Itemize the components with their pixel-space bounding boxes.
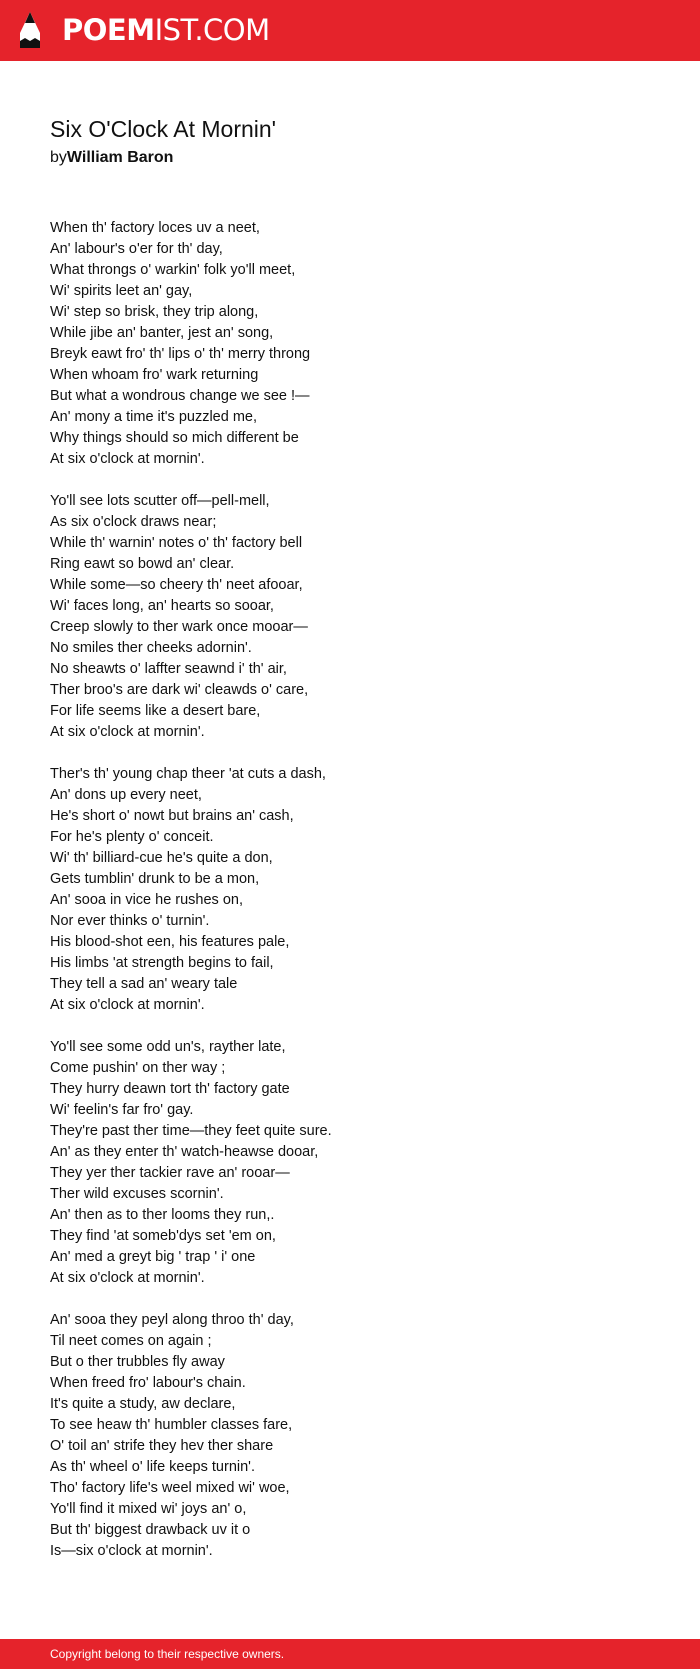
poem-line: They tell a sad an' weary tale — [50, 976, 238, 992]
poem-line: At six o'clock at mornin'. — [50, 1270, 205, 1286]
poem-line: An' labour's o'er for th' day, — [50, 241, 223, 257]
poem-line: When whoam fro' wark returning — [50, 367, 259, 383]
poem-line: Til neet comes on again ; — [50, 1333, 212, 1349]
poem-line: They yer ther tackier rave an' rooar— — [50, 1165, 290, 1181]
poem-line: What throngs o' warkin' folk yo'll meet, — [50, 262, 296, 278]
poem-line: It's quite a study, aw declare, — [50, 1396, 236, 1412]
stanza — [50, 1037, 650, 1289]
poem-title: Six O'Clock At Mornin' — [50, 116, 277, 142]
poem-line: Wi' step so brisk, they trip along, — [50, 304, 259, 320]
poem-line: But what a wondrous change we see !— — [50, 388, 310, 404]
poem-line: Ther wild excuses scornin'. — [50, 1186, 224, 1202]
poem-line: His limbs 'at strength begins to fail, — [50, 955, 274, 971]
poem-line: Why things should so mich different be — [50, 430, 299, 446]
poem-line: For he's plenty o' conceit. — [50, 829, 214, 845]
author-name[interactable]: William Baron — [66, 149, 174, 166]
poem-line: Ther's th' young chap theer 'at cuts a dash, — [50, 766, 326, 782]
poem-line: Creep slowly to ther wark once mooar— — [50, 619, 308, 635]
poem-line: Wi' feelin's far fro' gay. — [50, 1102, 194, 1118]
poem-line: Breyk eawt fro' th' lips o' th' merry throng — [50, 346, 311, 362]
poem-line: When th' factory loces uv a neet, — [50, 220, 260, 236]
poem-line: No smiles ther cheeks adornin'. — [50, 640, 252, 656]
poem-line: Come pushin' on ther way ; — [50, 1060, 226, 1076]
poem-line: An' then as to ther looms they run,. — [50, 1207, 275, 1223]
poem-line: While jibe an' banter, jest an' song, — [50, 325, 274, 341]
poem-line: An' sooa in vice he rushes on, — [50, 892, 243, 908]
poem-line: An' dons up every neet, — [50, 787, 202, 803]
poem-line: Yo'll see lots scutter off—pell-mell, — [50, 493, 270, 509]
poem-line: As six o'clock draws near; — [50, 514, 217, 530]
poem-line: Wi' faces long, an' hearts so sooar, — [50, 598, 274, 614]
poem-line: To see heaw th' humbler classes fare, — [50, 1417, 293, 1433]
poem-line: Wi' th' billiard-cue he's quite a don, — [50, 850, 273, 866]
poem-line: An' sooa they peyl along throo th' day, — [50, 1312, 294, 1328]
poem-line: While th' warnin' notes o' th' factory bell — [50, 535, 303, 551]
poem-line: While some—so cheery th' neet afooar, — [50, 577, 303, 593]
poem-heading — [50, 114, 650, 169]
poem-line: They find 'at someb'dys set 'em on, — [50, 1228, 276, 1244]
copyright-text: Copyright belong to their respective owners. — [50, 1647, 285, 1661]
poem-line: As th' wheel o' life keeps turnin'. — [50, 1459, 255, 1475]
site-footer — [0, 1639, 700, 1669]
poem-line: Ring eawt so bowd an' clear. — [50, 556, 235, 572]
poem-line: Is—six o'clock at mornin'. — [50, 1543, 213, 1559]
poem-line: An' med a greyt big ' trap ' i' one — [50, 1249, 256, 1265]
poem-line: Wi' spirits leet an' gay, — [50, 283, 193, 299]
poem-line: When freed fro' labour's chain. — [50, 1375, 246, 1391]
poem-line: O' toil an' strife they hev ther share — [50, 1438, 274, 1454]
poem-line: At six o'clock at mornin'. — [50, 451, 205, 467]
poem-line: They hurry deawn tort th' factory gate — [50, 1081, 290, 1097]
poem-line: An' as they enter th' watch-heawse dooar, — [50, 1144, 319, 1160]
pencil-logo-icon[interactable] — [17, 11, 43, 51]
poem-line: Gets tumblin' drunk to be a mon, — [50, 871, 260, 887]
stanza — [50, 1310, 650, 1562]
stanza — [50, 491, 650, 743]
poem-body — [50, 218, 650, 1583]
poem-line: He's short o' nowt but brains an' cash, — [50, 808, 294, 824]
poem-line: For life seems like a desert bare, — [50, 703, 261, 719]
stanza — [50, 764, 650, 1016]
poem-line: At six o'clock at mornin'. — [50, 724, 205, 740]
poem-line: They're past ther time—they feet quite sure. — [50, 1123, 332, 1139]
poem-line: Yo'll find it mixed wi' joys an' o, — [50, 1501, 247, 1517]
poem-line: Yo'll see some odd un's, raythe​r late, — [50, 1039, 286, 1055]
poem-line: No sheawts o' laffter seawnd i' th' air, — [50, 661, 287, 677]
poem-line: But o ther trubbles fly away — [50, 1354, 225, 1370]
poem-line: Nor ever thinks o' turnin'. — [50, 913, 210, 929]
poem-line: His blood-shot een, his features pale, — [50, 934, 290, 950]
poem-line: At six o'clock at mornin'. — [50, 997, 205, 1013]
poem-line: Ther broo's are dark wi' cleawds o' care, — [50, 682, 309, 698]
poem-line: An' mony a time it's puzzled me, — [50, 409, 258, 425]
logo-light-text: IST.COM — [154, 13, 270, 47]
site-header — [0, 0, 700, 61]
logo-bold-text: POEM — [62, 13, 155, 47]
site-logo[interactable] — [62, 13, 270, 47]
by-label: by — [50, 149, 67, 166]
stanza — [50, 218, 650, 470]
byline — [50, 147, 650, 169]
poem-line: But th' biggest drawback uv it o — [50, 1522, 251, 1538]
poem-line: Tho' factory life's weel mixed wi' woe, — [50, 1480, 290, 1496]
